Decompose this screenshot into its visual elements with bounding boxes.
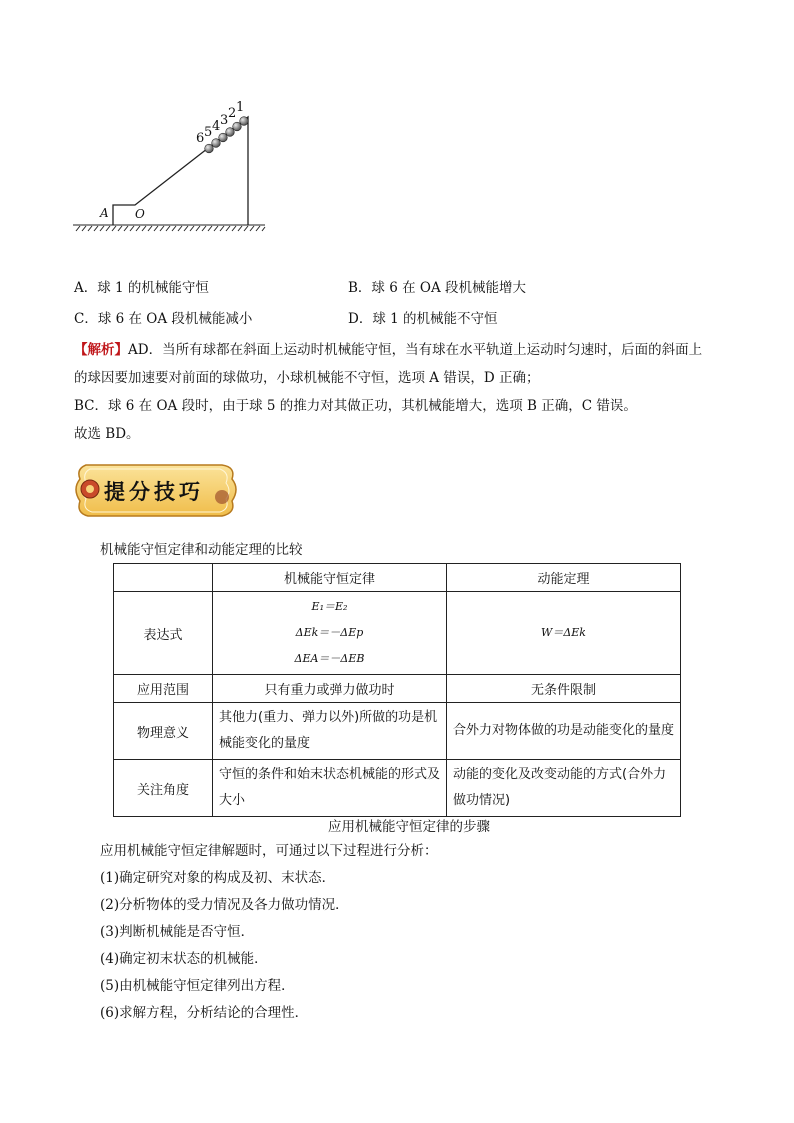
ball-label-3: 3 [220,113,229,128]
meaning-col1: 其他力(重力、弹力以外)所做的功是机械能变化的量度 [213,703,447,760]
formula-3: ΔEA＝－ΔEB [294,652,365,665]
row-label-meaning: 物理意义 [114,703,213,760]
option-a: A．球 1 的机械能守恒 [74,280,209,296]
ball-label-5: 5 [204,125,213,140]
analysis-line-2: 的球因要加速要对前面的球做功，小球机械能不守恒，选项 A 错误，D 正确； [74,370,540,386]
table-row [114,703,681,760]
step-item-2: (2)分析物体的受力情况及各力做功情况． [100,897,349,913]
point-o-label: O [135,207,145,221]
table-row [114,675,681,703]
option-b: B．球 6 在 OA 段机械能增大 [348,280,526,296]
step-item-5: (5)由机械能守恒定律列出方程． [100,978,295,994]
banner-title: 提分技巧 [104,480,204,504]
steps-title: 应用机械能守恒定律的步骤 [328,819,490,835]
work-energy-formula: W＝ΔEk [447,592,681,675]
formula-2: ΔEk＝－ΔEp [295,626,364,639]
incline-diagram [70,95,270,240]
expression-formulas [213,592,447,675]
step-item-1: (1)确定研究对象的构成及初、末状态． [100,870,336,886]
banner-flower-icon-2 [215,490,229,504]
ball-6 [205,144,214,153]
step-item-4: (4)确定初末状态的机械能． [100,951,268,967]
ball-4 [219,133,228,142]
table-header-row [114,564,681,592]
ball-2 [233,122,242,131]
analysis-tag: 【解析】 [74,342,128,358]
tips-banner [72,459,242,522]
focus-col1: 守恒的条件和始末状态机械能的形式及大小 [213,760,447,817]
analysis-line-3: BC．球 6 在 OA 段时，由于球 5 的推力对其做正功，其机械能增大，选项 B 正确，C 错误。 [74,398,637,414]
table-caption: 机械能守恒定律和动能定理的比较 [100,542,303,558]
ball-3 [226,128,235,137]
row-label-focus: 关注角度 [114,760,213,817]
focus-col2: 动能的变化及改变动能的方式(合外力做功情况) [447,760,681,817]
step-item-3: (3)判断机械能是否守恒． [100,924,255,940]
meaning-col2: 合外力对物体做的功是动能变化的量度 [447,703,681,760]
ball-label-2: 2 [228,106,237,121]
ball-label-4: 4 [212,119,221,134]
table-header-col1: 机械能守恒定律 [213,564,447,592]
option-c: C．球 6 在 OA 段机械能减小 [74,311,253,327]
row-label-expression: 表达式 [114,592,213,675]
ball-label-6: 6 [196,131,205,146]
step-item-6: (6)求解方程，分析结论的合理性． [100,1005,309,1021]
table-row [114,592,681,675]
analysis-line-1: AD．当所有球都在斜面上运动时机械能守恒，当有球在水平轨道上运动时匀速时，后面的斜面上 [128,342,703,358]
scope-col2: 无条件限制 [447,675,681,703]
formula-1: E₁＝E₂ [311,600,348,613]
ball-5 [212,139,221,148]
row-label-scope: 应用范围 [114,675,213,703]
ball-label-1: 1 [236,100,245,115]
comparison-table [113,563,681,817]
table-header-empty [114,564,213,592]
steps-intro: 应用机械能守恒定律解题时，可通过以下过程进行分析： [100,843,438,859]
table-row [114,760,681,817]
option-d: D．球 1 的机械能不守恒 [348,311,498,327]
point-a-label: A [100,206,109,220]
analysis-line-4: 故选 BD。 [74,426,140,442]
scope-col1: 只有重力或弹力做功时 [213,675,447,703]
ground-hatching [73,225,265,231]
analysis-block [74,336,724,448]
ball-1 [240,117,249,126]
table-header-col2: 动能定理 [447,564,681,592]
